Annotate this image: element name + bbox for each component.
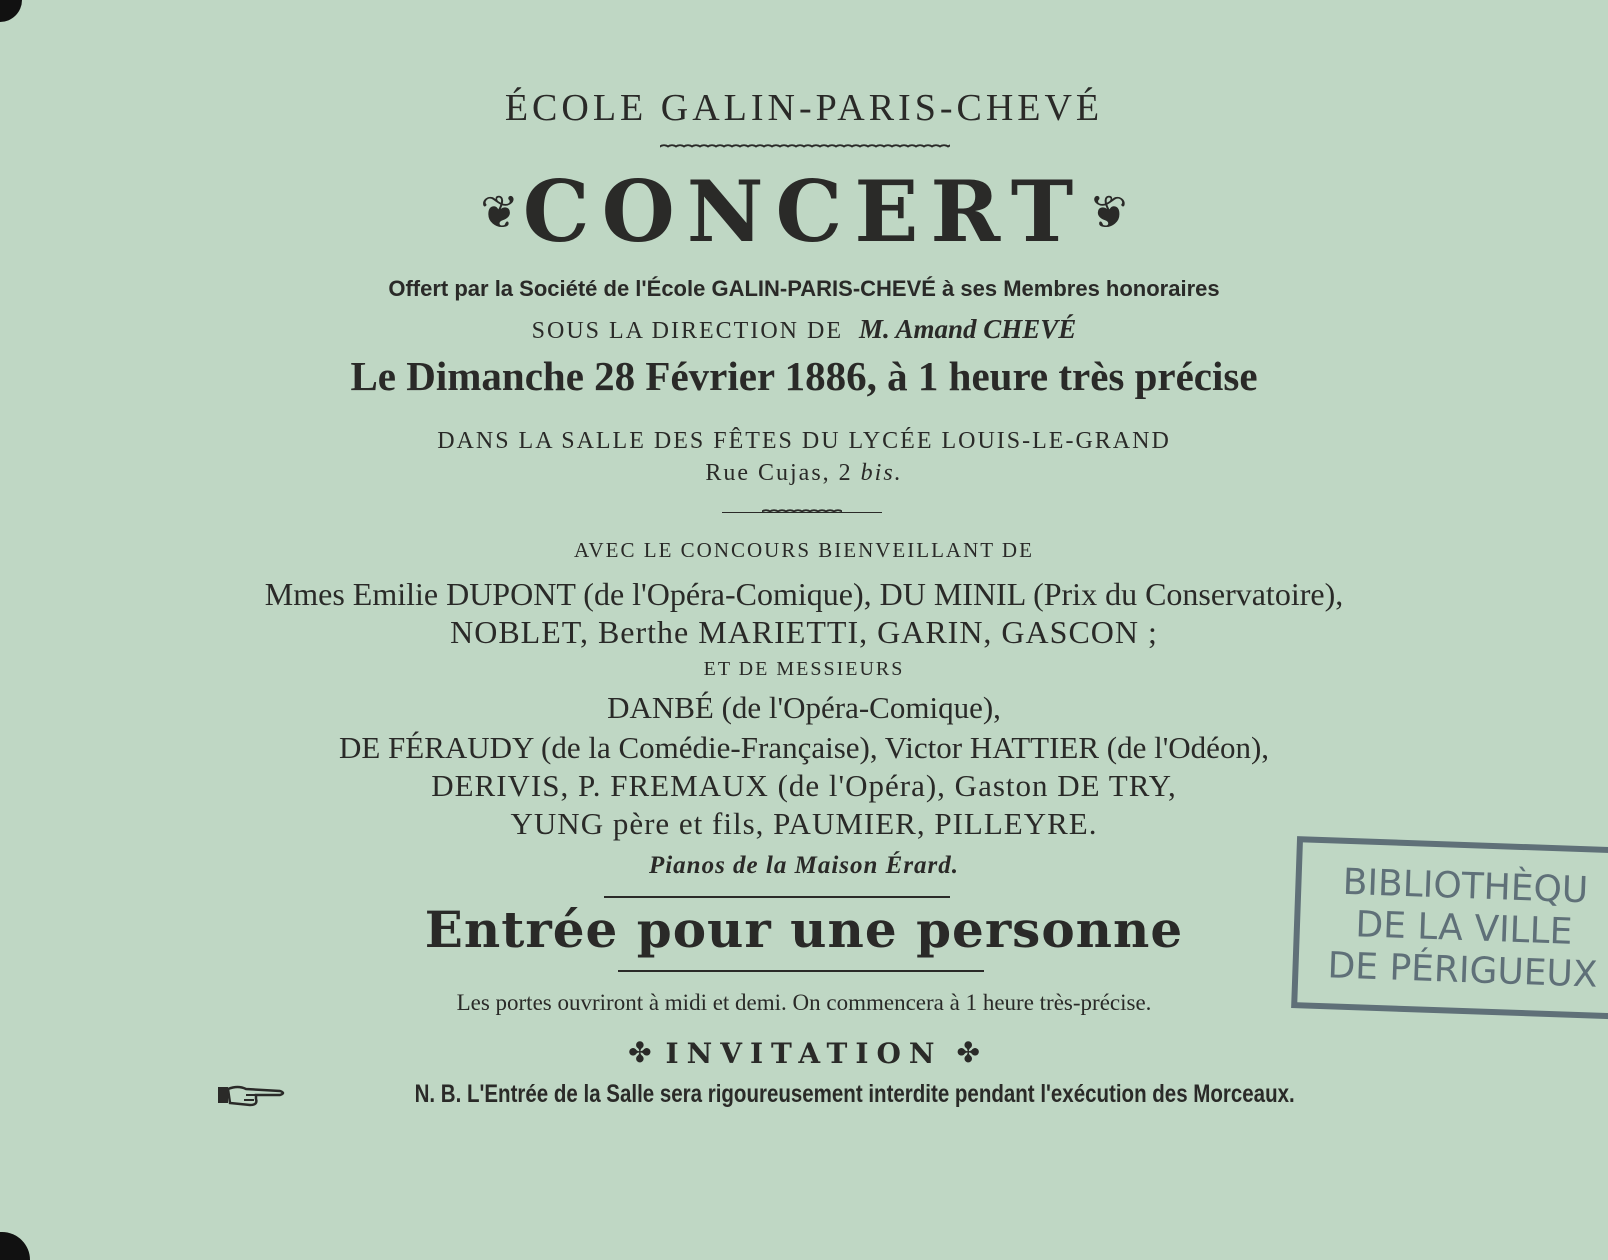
- men-line-2: DE FÉRAUDY (de la Comédie-Française), Victor HATTIER (de l'Odéon),: [338, 730, 1270, 765]
- concours-line: AVEC LE CONCOURS BIENVEILLANT DE: [574, 538, 1034, 562]
- stamp-line-2: DE LA VILLE: [1354, 904, 1574, 953]
- ladies-line-2: NOBLET, Berthe MARIETTI, GARIN, GASCON ;: [450, 614, 1158, 650]
- divider-rule-upper: [604, 896, 950, 898]
- men-line-4: YUNG père et fils, PAUMIER, PILLEYRE.: [510, 806, 1098, 841]
- stamp-line-3: DE PÉRIGUEUX: [1326, 945, 1599, 996]
- stamp-line-1: BIBLIOTHÈQU: [1342, 861, 1589, 912]
- men-line-3: DERIVIS, P. FREMAUX (de l'Opéra), Gaston DE TRY,: [431, 768, 1177, 803]
- street-suffix: bis.: [860, 460, 903, 486]
- messieurs-line: ET DE MESSIEURS: [703, 658, 905, 680]
- school-name: ÉCOLE GALIN-PARIS-CHEVÉ: [504, 87, 1104, 129]
- wavy-divider-top: [660, 140, 950, 150]
- flourish-left-icon: ✤: [628, 1038, 652, 1069]
- date-line: Le Dimanche 28 Février 1886, à 1 heure très précise: [350, 353, 1258, 399]
- divider-rule-lower: [618, 970, 984, 972]
- invitation-label: INVITATION: [665, 1036, 943, 1070]
- street-prefix: Rue Cujas, 2: [705, 460, 853, 486]
- corner-shadow-bl: [0, 1232, 30, 1260]
- corner-shadow-tl: [0, 0, 22, 22]
- pointing-hand-icon: [216, 1081, 286, 1109]
- street-line: [0, 460, 1608, 487]
- offered-line: Offert par la Société de l'École GALIN-PARIS-CHEVÉ à ses Membres honoraires: [388, 276, 1220, 301]
- invitation-row: [0, 1036, 1608, 1070]
- concert-title: CONCERT: [522, 162, 1086, 261]
- fleuron-left-icon: ❦: [480, 186, 519, 238]
- nb-line: N. B. L'Entrée de la Salle sera rigoureusement interdite pendant l'exécution des Morceaux.: [414, 1080, 1296, 1108]
- fleuron-right-icon: ❦: [1089, 186, 1128, 238]
- doors-line: Les portes ouvriront à midi et demi. On commencera à 1 heure très-précise.: [456, 990, 1152, 1015]
- ladies-line-1: Mmes Emilie DUPONT (de l'Opéra-Comique), DU MINIL (Prix du Conservatoire),: [264, 576, 1344, 612]
- wavy-divider-mid: [762, 505, 842, 515]
- men-line-1: DANBÉ (de l'Opéra-Comique),: [607, 690, 1001, 725]
- direction-prefix: SOUS LA DIRECTION DE: [531, 318, 843, 344]
- concert-title-row: [0, 162, 1608, 261]
- pianos-line: Pianos de la Maison Érard.: [648, 852, 960, 879]
- venue-line: DANS LA SALLE DES FÊTES DU LYCÉE LOUIS-LE-GRAND: [437, 428, 1171, 454]
- nb-row: [0, 1080, 1608, 1109]
- flourish-right-icon: ✤: [956, 1038, 980, 1069]
- entree-line: Entrée pour une personne: [424, 900, 1184, 959]
- director-name: M. Amand CHEVÉ: [859, 314, 1077, 344]
- library-stamp: [1291, 836, 1608, 1020]
- direction-line: [0, 314, 1608, 345]
